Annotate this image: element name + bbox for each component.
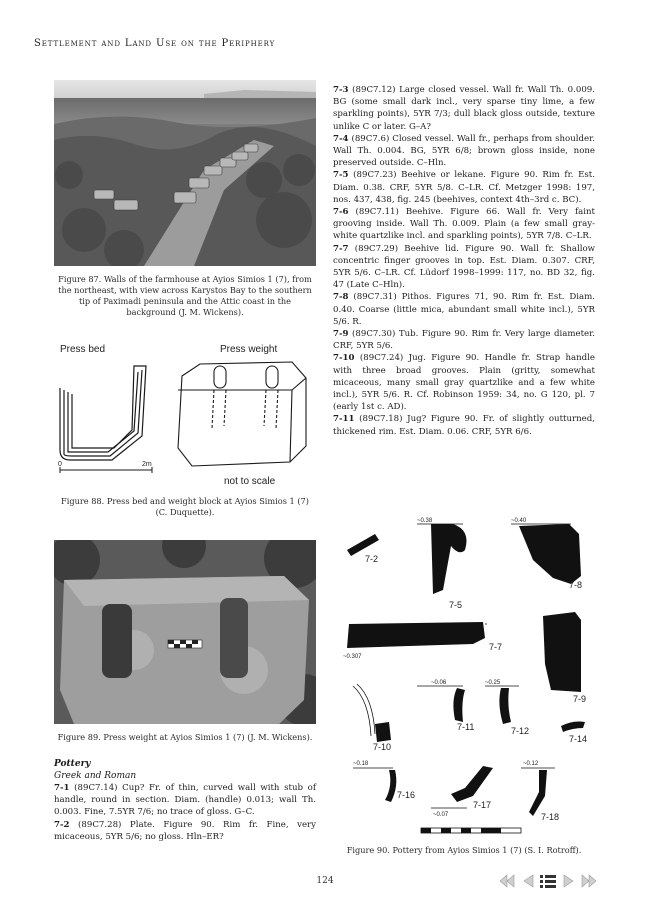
diam-label: ~0.25 bbox=[485, 680, 501, 686]
sherd-7-17 bbox=[451, 766, 493, 802]
sherd-7-14 bbox=[561, 722, 585, 733]
label-7-5: 7-5 bbox=[449, 600, 463, 610]
diam-label: ~0.40 bbox=[511, 518, 527, 524]
entry-id: 7-6 bbox=[333, 207, 349, 218]
catalog-entry bbox=[333, 206, 595, 243]
figure-89-caption: Figure 89. Press weight at Ayios Simios 1 (7) (J. M. Wickens). bbox=[57, 732, 313, 742]
pottery-section bbox=[54, 758, 316, 843]
entry-text: (89C7.6) Closed vessel. Wall fr., perhaps from shoulder. Wall Th. 0.004. BG, 5YR 6/8; brown gloss inside, none preserved outside. C–Hln. bbox=[333, 133, 595, 169]
label-7-14: 7-14 bbox=[569, 734, 588, 744]
first-page-button[interactable] bbox=[498, 871, 516, 891]
entry-id: 7-1 bbox=[54, 783, 70, 793]
double-left-arrow-icon bbox=[498, 873, 516, 889]
sherd-7-2 bbox=[347, 534, 379, 556]
press-bed-outline bbox=[60, 366, 146, 460]
pottery-profiles bbox=[347, 524, 588, 816]
catalog-entry bbox=[333, 169, 595, 206]
left-column bbox=[54, 80, 316, 743]
sherd-7-7 bbox=[347, 622, 485, 648]
figure-87-caption: Figure 87. Walls of the farmhouse at Ayios Simios 1 (7), from the northeast, with view across Karystos Bay to the southern tip of Paximadi peninsula and the Attic coast in the background (J. M. Wickens). bbox=[58, 274, 312, 317]
scale-bar bbox=[421, 828, 521, 833]
right-arrow-icon bbox=[562, 873, 576, 889]
entry-text: (89C7.14) Cup? Fr. of thin, curved wall with stub of handle, round in section. Diam. (handle) 0.013; wall Th. 0.003. Fine, 7.5YR 7/6; no trace of gloss. G–C. bbox=[54, 783, 316, 818]
entry-id: 7-9 bbox=[333, 329, 349, 340]
list-menu-icon bbox=[539, 873, 557, 889]
profile-guides bbox=[353, 524, 571, 808]
entry-text: (89C7.11) Beehive. Figure 66. Wall fr. Very faint grooving inside. Wall Th. 0.009. Plain (a few small gray-white quartzlike incl. and sparkling points), 5YR 7/8. C–LR. bbox=[333, 207, 595, 242]
entry-text: (89C7.30) Tub. Figure 90. Rim fr. Very large diameter. CRF, 5YR 5/6. bbox=[333, 329, 595, 352]
label-7-11: 7-11 bbox=[457, 722, 475, 732]
label-7-12: 7-12 bbox=[511, 726, 530, 736]
sherd-7-16 bbox=[385, 770, 396, 802]
catalog-entry bbox=[333, 291, 595, 328]
figure-90-drawing bbox=[333, 516, 595, 836]
figure-90-caption: Figure 90. Pottery from Ayios Simios 1 (7) (S. I. Rotroff). bbox=[346, 845, 582, 855]
catalog-entry bbox=[333, 352, 595, 413]
farmhouse-landscape-image bbox=[54, 80, 316, 266]
figure-87-photo bbox=[54, 80, 316, 266]
entry-text: (89C7.18) Jug? Figure 90. Fr. of slightly outturned, thickened rim. Est. Diam. 0.06. CRF, 5YR 6/6. bbox=[333, 414, 595, 437]
catalog-entry bbox=[333, 413, 595, 437]
entry-id: 7-7 bbox=[333, 243, 349, 254]
label-7-16: 7-16 bbox=[397, 790, 416, 800]
scale-bar-icon bbox=[168, 640, 202, 648]
diam-label: ~0.07 bbox=[433, 812, 449, 818]
entry-text: (89C7.31) Pithos. Figures 71, 90. Rim fr. Est. Diam. 0.40. Coarse (little mica, abundant small white incl.), 5YR 5/6. R. bbox=[333, 292, 595, 327]
pottery-subheading: Greek and Roman bbox=[54, 771, 137, 781]
running-head: Settlement and Land Use on the Periphery bbox=[34, 38, 276, 49]
press-weight-label: Press weight bbox=[220, 344, 278, 355]
page-navigation bbox=[498, 868, 598, 894]
scale-zero-label: 0 bbox=[58, 461, 62, 468]
double-right-arrow-icon bbox=[580, 873, 598, 889]
diam-label: ~0.38 bbox=[417, 518, 433, 524]
label-7-10: 7-10 bbox=[373, 742, 392, 752]
press-bed-label: Press bed bbox=[60, 344, 106, 355]
pottery-profiles-diagram bbox=[333, 516, 595, 836]
right-column bbox=[333, 84, 595, 438]
label-7-17: 7-17 bbox=[473, 800, 492, 810]
entry-id: 7-10 bbox=[333, 353, 355, 364]
label-7-7: 7-7 bbox=[489, 642, 503, 652]
entry-text: (89C7.29) Beehive lid. Figure 90. Wall fr. Shallow concentric finger grooves in top. Est. Diam. 0.307. CRF, 5YR 5/6. C–LR. Cf. Lüdorf 1998–1999: 117, no. BD 32, fig. 47 (Late C–Hln). bbox=[333, 243, 595, 291]
figure-88-caption: Figure 88. Press bed and weight block at Ayios Simios 1 (7) (C. Duquette). bbox=[61, 496, 309, 517]
catalog-entry bbox=[333, 328, 595, 352]
diam-label: ~0.18 bbox=[353, 761, 369, 767]
entry-id: 7-3 bbox=[333, 85, 349, 95]
entry-id: 7-2 bbox=[54, 819, 70, 830]
figure-89-photo bbox=[54, 540, 316, 724]
figure-88-drawing bbox=[54, 338, 316, 488]
label-7-18: 7-18 bbox=[541, 812, 560, 822]
sherd-7-5 bbox=[431, 524, 467, 594]
previous-page-button[interactable] bbox=[519, 871, 536, 891]
label-7-9: 7-9 bbox=[573, 694, 587, 704]
entry-text: (89C7.24) Jug. Figure 90. Handle fr. Strap handle with three broad grooves. Plain (gritty, somewhat micaceous, many small gray quartzlike and a few white incl.), 5YR 5/6. R. Cf. Robinson 1959: 34, no. G 120, pl. 7 (early 1st c. AD). bbox=[333, 353, 595, 413]
sherd-7-10 bbox=[375, 722, 391, 742]
sherd-7-18 bbox=[529, 770, 547, 816]
entry-id: 7-5 bbox=[333, 170, 349, 181]
left-arrow-icon bbox=[521, 873, 535, 889]
diam-label: ~0.307 bbox=[343, 654, 362, 660]
catalog-entry bbox=[333, 84, 595, 133]
entry-text: (89C7.12) Large closed vessel. Wall fr. Wall Th. 0.009. BG (some small dark incl., very sparse tiny lime, a few sparkling points), 5YR 7/3; dull black gloss outside, texture unlike C or later. G–A? bbox=[333, 85, 595, 132]
next-page-button[interactable] bbox=[560, 871, 577, 891]
entry-id: 7-4 bbox=[333, 133, 349, 144]
entry-text: (89C7.23) Beehive or lekane. Figure 90. Rim fr. Est. Diam. 0.38. CRF, 5YR 5/8. C–LR. Cf. Metzger 1998: 197, nos. 437, 438, fig. 245 (beehives, context 4th–3rd c. BC). bbox=[333, 170, 595, 205]
page-number: 124 bbox=[316, 876, 334, 886]
last-page-button[interactable] bbox=[580, 871, 598, 891]
sherd-7-11 bbox=[453, 688, 465, 722]
not-to-scale-label: not to scale bbox=[224, 476, 276, 487]
scale-end-label: 2m bbox=[142, 461, 152, 468]
press-weight-stone-image bbox=[54, 540, 316, 724]
press-bed-weight-diagram bbox=[54, 338, 316, 488]
catalog-entry bbox=[333, 133, 595, 170]
label-7-2: 7-2 bbox=[365, 554, 379, 564]
sherd-7-8 bbox=[519, 524, 581, 584]
catalog-entry bbox=[54, 782, 316, 819]
catalog-entry bbox=[333, 243, 595, 292]
sherd-7-12 bbox=[499, 688, 511, 724]
press-weight-block bbox=[178, 362, 306, 466]
diam-label: ~0.12 bbox=[523, 761, 539, 767]
entry-id: 7-8 bbox=[333, 292, 349, 303]
label-7-8: 7-8 bbox=[569, 580, 583, 590]
entry-id: 7-11 bbox=[333, 414, 355, 425]
pottery-heading: Pottery bbox=[54, 759, 91, 769]
entry-text: (89C7.28) Plate. Figure 90. Rim fr. Fine, very micaceous, 5YR 5/6; no gloss. Hln–ER? bbox=[54, 819, 316, 842]
sherd-7-9 bbox=[543, 612, 581, 692]
diam-label: ~0.06 bbox=[431, 680, 447, 686]
table-of-contents-button[interactable] bbox=[539, 871, 557, 891]
catalog-entry bbox=[54, 819, 316, 843]
